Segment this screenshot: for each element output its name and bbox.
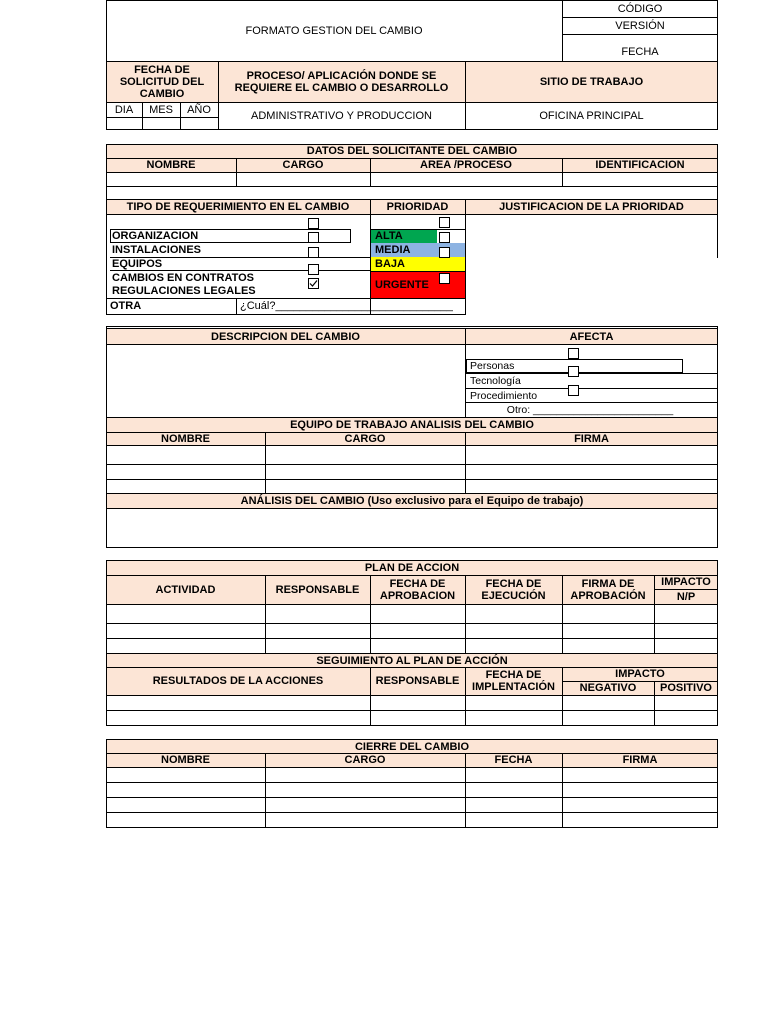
instalaciones-checkbox[interactable] bbox=[308, 232, 319, 243]
seguimiento-col-negativo: NEGATIVO bbox=[579, 682, 637, 694]
solicitante-identificacion-field[interactable] bbox=[562, 172, 718, 186]
afecta-tecnologia: Tecnología bbox=[470, 375, 521, 387]
equipo-col-nombre: NOMBRE bbox=[161, 432, 210, 445]
codigo-label: CÓDIGO bbox=[617, 2, 663, 15]
media-checkbox[interactable] bbox=[439, 232, 450, 243]
seguimiento-col-responsable: RESPONSABLE bbox=[375, 675, 460, 687]
plan-col-responsable: RESPONSABLE bbox=[275, 583, 360, 596]
dia-label: DIA bbox=[114, 103, 134, 116]
cierre-col-nombre: NOMBRE bbox=[161, 754, 210, 766]
analisis-field[interactable] bbox=[107, 509, 717, 547]
equipo-row[interactable] bbox=[106, 465, 718, 479]
organizacion-checkbox[interactable] bbox=[308, 218, 319, 229]
cierre-row[interactable] bbox=[106, 813, 718, 827]
mes-field[interactable] bbox=[142, 117, 180, 130]
otra-cual-field[interactable]: ¿Cuál?_____________________________ bbox=[240, 300, 453, 312]
plan-col-fecha-ejecucion: FECHA DE EJECUCIÓN bbox=[481, 577, 546, 602]
seguimiento-col-impacto: IMPACTO bbox=[615, 668, 665, 680]
checkmark-icon bbox=[309, 279, 318, 288]
equipo-title: EQUIPO DE TRABAJO ANALISIS DEL CAMBIO bbox=[290, 419, 534, 431]
prioridad-urgente: URGENTE bbox=[375, 279, 429, 291]
plan-col-impacto: IMPACTO bbox=[661, 576, 711, 588]
cambios-contratos-checkbox[interactable] bbox=[308, 264, 319, 275]
proceso-value: ADMINISTRATIVO Y PRODUCCION bbox=[251, 110, 432, 122]
personas-checkbox[interactable] bbox=[568, 348, 579, 359]
col-justificacion: JUSTIFICACION DE LA PRIORIDAD bbox=[499, 200, 684, 213]
fecha-label: FECHA bbox=[621, 45, 659, 58]
tipo-organizacion: ORGANIZACION bbox=[112, 229, 199, 242]
descripcion-title: DESCRIPCION DEL CAMBIO bbox=[211, 330, 360, 343]
col-prioridad: PRIORIDAD bbox=[386, 200, 449, 213]
descripcion-field[interactable] bbox=[107, 345, 464, 416]
plan-col-firma-aprobacion: FIRMA DE APROBACIÓN bbox=[570, 577, 646, 602]
plan-title: PLAN DE ACCION bbox=[364, 562, 460, 574]
cierre-col-firma: FIRMA bbox=[622, 754, 658, 766]
anio-field[interactable] bbox=[180, 117, 218, 130]
cierre-row[interactable] bbox=[106, 768, 718, 782]
equipo-row[interactable] bbox=[106, 446, 718, 464]
tecnologia-checkbox[interactable] bbox=[568, 366, 579, 377]
seguimiento-col-resultados: RESULTADOS DE LA ACCIONES bbox=[152, 675, 324, 687]
tipo-regulaciones-legales: REGULACIONES LEGALES bbox=[112, 285, 256, 297]
tipo-cambios-contratos: CAMBIOS EN CONTRATOS bbox=[112, 271, 254, 284]
afecta-otro[interactable]: Otro: ________________________ bbox=[506, 403, 674, 416]
tipo-otra: OTRA bbox=[110, 300, 142, 312]
solicitante-col-cargo: CARGO bbox=[282, 159, 324, 171]
seguimiento-row[interactable] bbox=[106, 711, 718, 725]
cierre-row[interactable] bbox=[106, 798, 718, 812]
cierre-row[interactable] bbox=[106, 783, 718, 797]
proceso-header: PROCESO/ APLICACIÓN DONDE SE REQUIERE EL CAMBIO O DESARROLLO bbox=[234, 69, 449, 94]
solicitante-col-area: AREA /PROCESO bbox=[420, 159, 512, 171]
solicitante-nombre-field[interactable] bbox=[106, 172, 236, 186]
prioridad-baja: BAJA bbox=[375, 258, 405, 270]
cierre-col-fecha: FECHA bbox=[494, 754, 533, 766]
fecha-solicitud-header: FECHA DE SOLICITUD DEL CAMBIO bbox=[119, 63, 205, 100]
prioridad-alta: ALTA bbox=[375, 230, 403, 242]
procedimiento-checkbox[interactable] bbox=[568, 385, 579, 396]
plan-row[interactable] bbox=[106, 639, 718, 653]
seguimiento-col-positivo: POSITIVO bbox=[660, 682, 712, 694]
solicitante-col-nombre: NOMBRE bbox=[146, 159, 196, 171]
sitio-header: SITIO DE TRABAJO bbox=[539, 75, 644, 88]
cierre-title: CIERRE DEL CAMBIO bbox=[354, 740, 470, 753]
plan-col-actividad: ACTIVIDAD bbox=[155, 583, 216, 596]
cierre-col-cargo: CARGO bbox=[344, 754, 386, 766]
afecta-personas: Personas bbox=[470, 360, 515, 372]
afecta-title: AFECTA bbox=[569, 330, 614, 343]
baja-checkbox[interactable] bbox=[439, 247, 450, 258]
seguimiento-row[interactable] bbox=[106, 696, 718, 710]
solicitante-cargo-field[interactable] bbox=[236, 172, 370, 186]
solicitante-title: DATOS DEL SOLICITANTE DEL CAMBIO bbox=[306, 145, 518, 157]
dia-field[interactable] bbox=[106, 117, 142, 130]
regulaciones-checkbox[interactable] bbox=[308, 278, 319, 289]
mes-label: MES bbox=[149, 103, 173, 116]
tipo-instalaciones: INSTALACIONES bbox=[112, 244, 202, 256]
plan-row[interactable] bbox=[106, 605, 718, 623]
form-title: FORMATO GESTION DEL CAMBIO bbox=[245, 24, 423, 37]
equipo-col-cargo: CARGO bbox=[344, 432, 386, 445]
plan-row[interactable] bbox=[106, 624, 718, 638]
anio-label: AÑO bbox=[187, 103, 211, 116]
version-label: VERSIÓN bbox=[615, 19, 665, 32]
alta-checkbox[interactable] bbox=[439, 217, 450, 228]
justificacion-field[interactable] bbox=[466, 215, 717, 257]
plan-col-fecha-aprobacion: FECHA DE APROBACION bbox=[379, 577, 456, 602]
urgente-checkbox[interactable] bbox=[439, 273, 450, 284]
solicitante-col-identificacion: IDENTIFICACION bbox=[595, 159, 685, 171]
afecta-procedimiento: Procedimiento bbox=[470, 389, 538, 402]
prioridad-media: MEDIA bbox=[375, 244, 411, 256]
sitio-value: OFICINA PRINCIPAL bbox=[539, 110, 644, 122]
tipo-equipos: EQUIPOS bbox=[112, 257, 163, 270]
seguimiento-title: SEGUIMIENTO AL PLAN DE ACCIÓN bbox=[316, 654, 508, 667]
col-tipo-requerimiento: TIPO DE REQUERIMIENTO EN EL CAMBIO bbox=[126, 200, 350, 213]
analisis-title: ANÁLISIS DEL CAMBIO (Uso exclusivo para el Equipo de trabajo) bbox=[240, 495, 584, 507]
seguimiento-col-fecha: FECHA DE IMPLENTACIÓN bbox=[472, 669, 555, 693]
equipos-checkbox[interactable] bbox=[308, 247, 319, 258]
solicitante-area-field[interactable] bbox=[370, 172, 562, 186]
plan-col-np: N/P bbox=[676, 591, 696, 603]
equipo-row[interactable] bbox=[106, 480, 718, 493]
equipo-col-firma: FIRMA bbox=[574, 432, 609, 445]
